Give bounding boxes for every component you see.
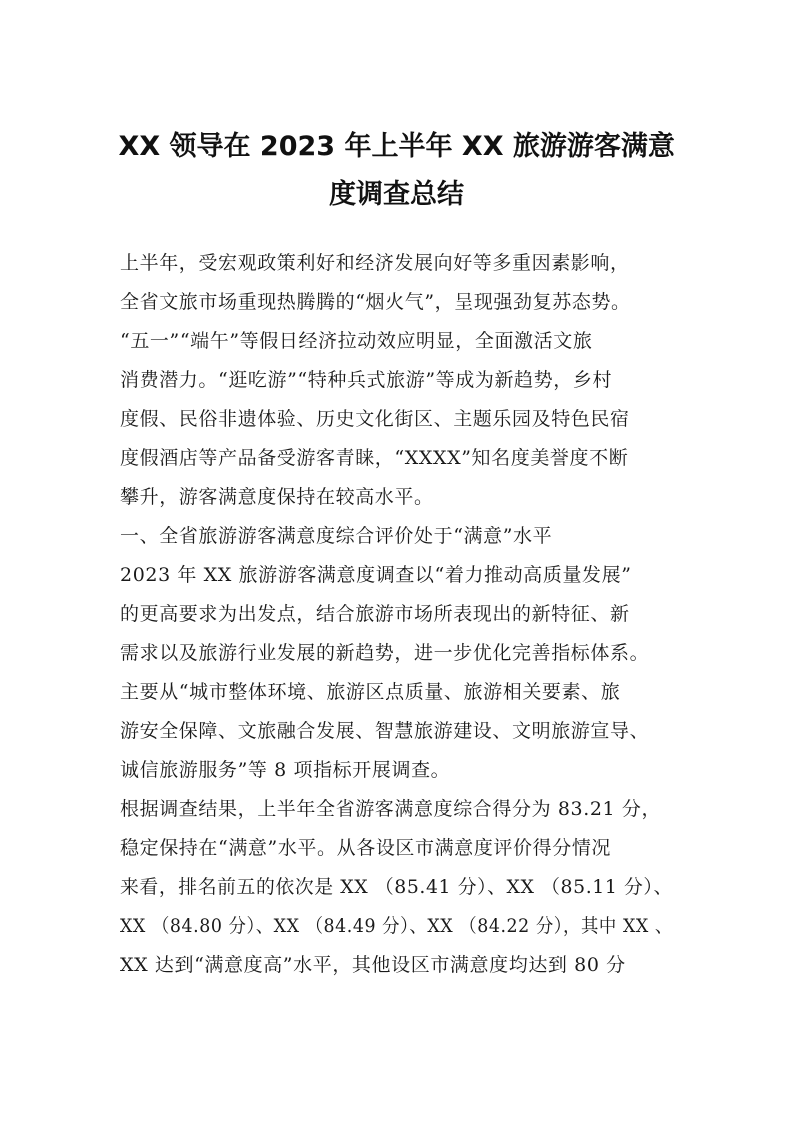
- document-title-line-2: 度调查总结: [329, 179, 464, 210]
- paragraph-line: 消费潜力。“逛吃游”“特种兵式旅游”等成为新趋势，乡村: [120, 369, 613, 391]
- paragraph-line: 2023 年 XX 旅游游客满意度调查以“着力推动高质量发展”: [120, 564, 632, 586]
- paragraph-line: 稳定保持在“满意”水平。从各设区市满意度评价得分情况: [120, 837, 612, 859]
- paragraph-line: 游安全保障、文旅融合发展、智慧旅游建设、文明旅游宣导、: [120, 720, 650, 742]
- paragraph-line: 需求以及旅游行业发展的新趋势，进一步优化完善指标体系。: [120, 642, 650, 664]
- paragraph-line: “五一”“端午”等假日经济拉动效应明显，全面激活文旅: [120, 330, 593, 352]
- paragraph-line: 度假酒店等产品备受游客青睐，“XXXX”知名度美誉度不断: [120, 447, 629, 469]
- paragraph-line: 诚信旅游服务”等 8 项指标开展调查。: [120, 759, 451, 781]
- paragraph-line: 度假、民俗非遗体验、历史文化街区、主题乐园及特色民宿: [120, 408, 630, 430]
- paragraph-line: XX （84.80 分）、XX （84.49 分）、XX （84.22 分），其中 XX 、: [120, 915, 673, 937]
- paragraph-line: 主要从“城市整体环境、旅游区点质量、旅游相关要素、旅: [120, 681, 621, 703]
- paragraph-line: 根据调查结果，上半年全省游客满意度综合得分为 83.21 分，: [120, 798, 662, 820]
- paragraph-line: 来看，排名前五的依次是 XX （85.41 分）、XX （85.11 分）、: [120, 876, 673, 898]
- document-title-line-1: XX 领导在 2023 年上半年 XX 旅游游客满意: [118, 131, 675, 162]
- paragraph-line: XX 达到“满意度高”水平，其他设区市满意度均达到 80 分: [120, 954, 626, 976]
- paragraph-line: 攀升，游客满意度保持在较高水平。: [120, 486, 434, 508]
- paragraph-line: 全省文旅市场重现热腾腾的“烟火气”，呈现强劲复苏态势。: [120, 291, 631, 313]
- paragraph-line: 的更高要求为出发点，结合旅游市场所表现出的新特征、新: [120, 603, 630, 625]
- paragraph-line: 上半年，受宏观政策利好和经济发展向好等多重因素影响，: [120, 252, 630, 274]
- section-heading: 一、全省旅游游客满意度综合评价处于“满意”水平: [120, 525, 553, 547]
